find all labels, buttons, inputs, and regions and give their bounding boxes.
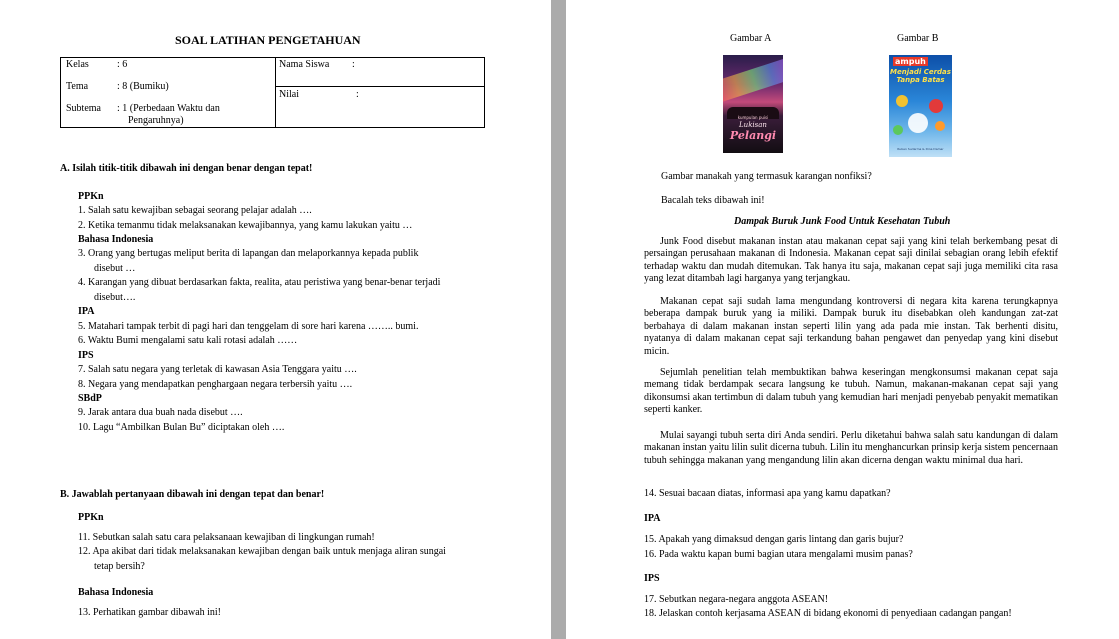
question-cover-choice: Gambar manakah yang termasuk karangan nonfiksi? (661, 171, 872, 182)
kelas-label: Kelas (66, 59, 89, 70)
cover-b-title-1: Menjadi Cerdas (890, 68, 951, 76)
question-4: 4. Karangan yang dibuat berdasarkan fakta, realita, atau peristiwa yang benar-benar terjadi (78, 277, 441, 288)
subtema-value-cont: Pengaruhnya) (128, 115, 184, 126)
subject-ipa: IPA (78, 306, 95, 317)
gambar-b-label: Gambar B (897, 33, 939, 44)
subtema-label: Subtema (66, 103, 101, 114)
article-title: Dampak Buruk Junk Food Untuk Kesehatan Tubuh (734, 216, 951, 227)
question-18: 18. Jelaskan contoh kerjasama ASEAN di bidang ekonomi di penyediaan cadangan pangan! (644, 608, 1012, 619)
question-5: 5. Matahari tampak terbit di pagi hari dan tenggelam di sore hari karena …….. bumi. (78, 321, 419, 332)
article-paragraph-1: Junk Food disebut makanan instan atau makanan cepat saji yang kini telah berkembang pesat di persaingan perusahaan makanan di Indonesia. Makanan cepat saji dinilai sebagian orang lebih efektif terhadap waktu dan mudah ditemukan. Tak hanya itu saja, makanan cepat saji juga memiliki cita rasa yang lezat ditambah lagi harganya yang terjangkau. (644, 236, 1058, 285)
nama-siswa-label: Nama Siswa (279, 59, 330, 70)
cover-b-author: Ruben Sudarma & Dina Damar (897, 147, 944, 151)
cover-b-bubble (893, 125, 903, 135)
article-paragraph-4: Mulai sayangi tubuh serta diri Anda sendiri. Perlu diketahui bahwa salah satu kandungan di dalam makanan instan yaitu lilin sulit dicerna tubuh. Lilin itu menghancurkan prinsip kerja sistem pencernaan tubuh sehingga makanan yang mengandung lilin akan dicerna dengan waktu minimal dua hari. (644, 430, 1058, 466)
question-17: 17. Sebutkan negara-negara anggota ASEAN! (644, 594, 829, 605)
cover-a-subtitle: kumpulan puisi (737, 115, 769, 120)
nama-siswa-colon: : (352, 59, 355, 70)
subject-ips: IPS (78, 350, 94, 361)
question-3: 3. Orang yang bertugas meliput berita di lapangan dan melaporkannya kepada publik (78, 248, 419, 259)
subject-bahasa-indonesia-b: Bahasa Indonesia (78, 587, 154, 598)
tema-label: Tema (66, 81, 89, 92)
subject-ipa-b: IPA (644, 513, 661, 524)
nilai-label: Nilai (279, 89, 299, 100)
question-12: 12. Apa akibat dari tidak melaksanakan kewajiban dengan baik untuk menjaga aliran sungai (78, 546, 446, 557)
page-title: SOAL LATIHAN PENGETAHUAN (175, 33, 361, 47)
question-9: 9. Jarak antara dua buah nada disebut …. (78, 407, 243, 418)
cover-b-title-2: Tanpa Batas (896, 76, 945, 84)
cover-a-title-1: Lukisan (739, 121, 767, 129)
gambar-a-label: Gambar A (730, 33, 772, 44)
question-3-cont: disebut … (94, 263, 136, 274)
section-b-heading: B. Jawablah pertanyaan dibawah ini dengan tepat dan benar! (60, 489, 325, 500)
subject-bahasa-indonesia: Bahasa Indonesia (78, 234, 154, 245)
article-paragraph-3: Sejumlah penelitian telah membuktikan bahwa keseringan mengkonsumsi makanan cepat saja memang tidak berdampak secara langsung ke tubuh. Namun, makanan-makanan cepat saji yang dikonsumsi akan tertimbun di dalam tubuh yang kemudian hari menjadi penyebab penyakit mematikan seperti kanker. (644, 367, 1058, 416)
question-15: 15. Apakah yang dimaksud dengan garis lintang dan garis bujur? (644, 534, 904, 545)
cover-b-bubble (935, 121, 945, 131)
question-2: 2. Ketika temanmu tidak melaksanakan kewajibannya, yang kamu lakukan yaitu … (78, 220, 413, 231)
document-page-right (566, 0, 1119, 639)
tema-value: : 8 (Bumiku) (117, 81, 169, 92)
subtema-value: : 1 (Perbedaan Waktu dan (117, 103, 220, 114)
question-7: 7. Salah satu negara yang terletak di kawasan Asia Tenggara yaitu …. (78, 364, 357, 375)
kelas-value: : 6 (117, 59, 128, 70)
subject-sbdp: SBdP (78, 393, 102, 404)
nilai-colon: : (356, 89, 359, 100)
question-13: 13. Perhatikan gambar dibawah ini! (78, 607, 222, 618)
question-10: 10. Lagu “Ambilkan Bulan Bu” diciptakan oleh …. (78, 422, 285, 433)
question-11: 11. Sebutkan salah satu cara pelaksanaan kewajiban di lingkungan rumah! (78, 532, 375, 543)
question-12-cont: tetap bersih? (94, 561, 145, 572)
question-16: 16. Pada waktu kapan bumi bagian utara mengalami musim panas? (644, 549, 913, 560)
reading-instruction: Bacalah teks dibawah ini! (661, 195, 765, 206)
book-cover-b (889, 55, 952, 157)
subject-ppkn-b: PPKn (78, 512, 104, 523)
cover-b-bubble (896, 95, 908, 107)
cover-b-globe (908, 113, 928, 133)
cover-a-title-2: Pelangi (729, 129, 777, 142)
cover-b-bubble (929, 99, 943, 113)
question-14: 14. Sesuai bacaan diatas, informasi apa yang kamu dapatkan? (644, 488, 891, 499)
section-a-heading: A. Isilah titik-titik dibawah ini dengan benar dengan tepat! (60, 163, 313, 174)
article-paragraph-2: Makanan cepat saji sudah lama mengundang kontroversi di negara kita karena terungkapnya beberapa dampak buruk yang ia miliki. Dampak buruk itu disebabkan oleh kandungan zat-zat berbahaya di dalam makanan instan seperti lilin yang ada pada mie instan. Tak berhenti disitu, nyatanya di dalam makanan cepat saji terkandung bahan pengawet dan penyedap yang kini disebut micin. (644, 296, 1058, 357)
question-6: 6. Waktu Bumi mengalami satu kali rotasi adalah …… (78, 335, 298, 346)
book-cover-a (723, 55, 783, 153)
question-1: 1. Salah satu kewajiban sebagai seorang pelajar adalah …. (78, 205, 312, 216)
subject-ips-b: IPS (644, 573, 660, 584)
question-8: 8. Negara yang mendapatkan penghargaan negara terbersih yaitu …. (78, 379, 353, 390)
cover-b-brand: ampuh (895, 57, 926, 66)
question-4-cont: disebut…. (94, 292, 136, 303)
document-page-left (0, 0, 551, 639)
subject-ppkn: PPKn (78, 191, 104, 202)
